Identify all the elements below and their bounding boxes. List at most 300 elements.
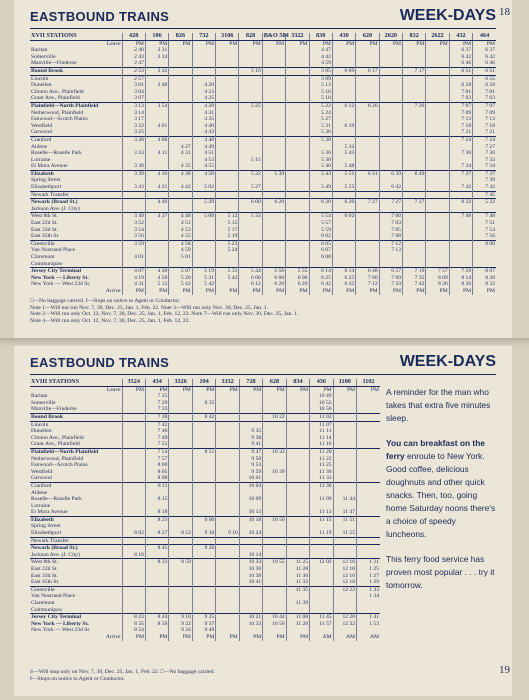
- time-cell: [357, 545, 380, 552]
- time-cell: 7 18: [473, 123, 496, 130]
- table-row: [30, 213, 496, 220]
- time-cell: [169, 496, 192, 503]
- time-cell: [426, 95, 449, 102]
- time-cell: 7 27: [403, 199, 426, 206]
- time-cell: 5 19: [216, 233, 239, 240]
- time-cell: [286, 552, 309, 559]
- time-cell: [239, 247, 262, 254]
- time-cell: PM: [192, 386, 215, 393]
- time-cell: [333, 400, 356, 407]
- time-cell: 5 55: [286, 268, 309, 275]
- time-cell: [239, 400, 262, 407]
- time-cell: [262, 233, 285, 240]
- time-cell: 1 27: [357, 573, 380, 580]
- time-cell: [286, 545, 309, 552]
- time-cell: [403, 206, 426, 213]
- time-cell: [192, 261, 215, 268]
- time-cell: [356, 47, 379, 54]
- time-cell: 5 02: [192, 184, 215, 191]
- time-cell: [379, 206, 402, 213]
- station-name: Jersey City Terminal: [30, 614, 122, 621]
- time-cell: [286, 393, 309, 400]
- time-cell: 2 43: [122, 54, 145, 61]
- time-cell: [286, 627, 309, 634]
- time-cell: [333, 552, 356, 559]
- station-name: Westfield: [31, 122, 53, 129]
- time-cell: [262, 110, 285, 117]
- table-row: [30, 469, 380, 476]
- time-cell: 3 13: [122, 102, 145, 109]
- time-cell: [379, 191, 402, 199]
- time-cell: [356, 129, 379, 136]
- promo-paragraph: This ferry food service has proven most popular . . . try it tomorrow.: [386, 554, 495, 590]
- time-cell: [356, 95, 379, 102]
- time-cell: [286, 82, 309, 89]
- time-cell: 5 36: [309, 129, 332, 136]
- time-cell: [379, 144, 402, 151]
- time-cell: [333, 627, 356, 634]
- time-cell: [216, 75, 239, 82]
- time-cell: 6 49: [403, 170, 426, 177]
- time-cell: [286, 89, 309, 96]
- time-cell: [403, 89, 426, 96]
- time-cell: [122, 566, 145, 573]
- time-cell: [239, 177, 262, 184]
- time-cell: [286, 496, 309, 503]
- time-cell: 6 25: [309, 275, 332, 282]
- time-cell: [333, 475, 356, 482]
- time-cell: [216, 60, 239, 67]
- time-cell: [332, 240, 355, 247]
- time-cell: [145, 60, 168, 67]
- time-cell: 4 42: [309, 54, 332, 61]
- time-cell: [310, 545, 333, 552]
- time-cell: [426, 150, 449, 157]
- time-cell: [449, 157, 472, 164]
- station-name: Newark Transfer: [30, 537, 122, 545]
- time-cell: [263, 503, 286, 510]
- time-cell: [145, 220, 168, 227]
- table-row: [30, 600, 380, 607]
- table-row: [30, 579, 380, 586]
- time-cell: 7 27: [379, 199, 402, 206]
- time-cell: 11 44: [333, 496, 356, 503]
- table-row: [30, 448, 380, 455]
- table-row: [30, 60, 496, 67]
- time-cell: PM: [357, 386, 380, 393]
- time-cell: 6 08: [286, 275, 309, 282]
- station-name: Communipaw: [31, 260, 63, 267]
- time-cell: [449, 247, 472, 254]
- table-row: [30, 177, 496, 184]
- time-cell: 8 44: [145, 614, 168, 621]
- table-row: [30, 530, 380, 537]
- time-cell: 5 12: [145, 281, 168, 288]
- time-cell: [263, 537, 286, 545]
- time-cell: [449, 191, 472, 199]
- time-cell: [356, 177, 379, 184]
- time-cell: [403, 150, 426, 157]
- time-cell: [122, 441, 145, 448]
- time-cell: [216, 129, 239, 136]
- time-cell: [239, 545, 262, 552]
- time-cell: [192, 177, 215, 184]
- time-cell: 5 43: [309, 170, 332, 177]
- time-cell: [310, 579, 333, 586]
- time-cell: [426, 110, 449, 117]
- time-cell: [403, 227, 426, 234]
- time-cell: [403, 247, 426, 254]
- time-cell: [216, 586, 239, 593]
- time-cell: [286, 102, 309, 109]
- week-days-title: WEEK-DAYS: [399, 7, 496, 24]
- time-cell: [239, 627, 262, 634]
- station-name: Aldene: [31, 489, 48, 496]
- time-cell: [286, 421, 309, 428]
- time-cell: [239, 393, 262, 400]
- time-cell: [262, 150, 285, 157]
- time-cell: [192, 435, 215, 442]
- time-cell: [145, 490, 168, 497]
- time-cell: 5 18: [309, 95, 332, 102]
- time-cell: [449, 254, 472, 261]
- time-cell: [122, 579, 145, 586]
- time-cell: [262, 82, 285, 89]
- time-cell: [426, 89, 449, 96]
- table-row: [30, 150, 496, 157]
- table-row: [30, 516, 380, 523]
- time-cell: [192, 254, 215, 261]
- time-cell: [216, 136, 239, 143]
- time-cell: 5 15: [216, 220, 239, 227]
- station-name: Bound Brook: [30, 413, 122, 421]
- time-cell: 11 07: [310, 421, 333, 428]
- time-cell: PM: [145, 40, 168, 47]
- time-cell: [357, 400, 380, 407]
- table-row: [30, 288, 496, 295]
- time-cell: [216, 157, 239, 164]
- time-cell: PM: [192, 40, 215, 47]
- time-cell: [263, 573, 286, 580]
- time-cell: [192, 573, 215, 580]
- time-cell: 3 52: [122, 220, 145, 227]
- time-cell: [356, 184, 379, 191]
- table-row: [30, 406, 380, 413]
- time-cell: [333, 462, 356, 469]
- time-cell: 1 25: [357, 566, 380, 573]
- time-cell: [309, 144, 332, 151]
- time-cell: [169, 421, 192, 428]
- time-cell: [192, 600, 215, 607]
- time-cell: [216, 177, 239, 184]
- train-number: 432: [449, 33, 472, 40]
- time-cell: 5 48: [332, 163, 355, 170]
- time-cell: [169, 435, 192, 442]
- time-cell: [263, 566, 286, 573]
- time-cell: 6 42: [332, 281, 355, 288]
- station-name: Roselle—Roselle Park: [31, 150, 82, 157]
- time-cell: [333, 503, 356, 510]
- time-cell: [169, 469, 192, 476]
- time-cell: [263, 627, 286, 634]
- time-cell: 8 45: [145, 545, 168, 552]
- time-cell: [262, 136, 285, 143]
- time-cell: PM: [239, 40, 262, 47]
- time-cell: [403, 95, 426, 102]
- time-cell: [192, 247, 215, 254]
- time-cell: [192, 462, 215, 469]
- time-cell: [192, 428, 215, 435]
- train-number: 3524: [122, 379, 145, 386]
- time-cell: [122, 559, 145, 566]
- time-cell: 6 37: [473, 47, 496, 54]
- station-name: Plainfield—North Plainfield: [30, 448, 122, 455]
- train-number: 834: [286, 379, 309, 386]
- time-cell: 5 49: [309, 184, 332, 191]
- time-cell: 5 31: [309, 123, 332, 130]
- time-cell: 6 51: [449, 67, 472, 75]
- time-cell: PM: [263, 634, 286, 641]
- time-cell: [262, 129, 285, 136]
- time-cell: PM: [239, 288, 262, 295]
- time-cell: [473, 206, 496, 213]
- time-cell: [379, 116, 402, 123]
- time-cell: [216, 503, 239, 510]
- time-cell: [426, 206, 449, 213]
- time-cell: [145, 627, 168, 634]
- time-cell: PM: [286, 40, 309, 47]
- station-name: Lorraine: [31, 156, 51, 163]
- time-cell: [357, 503, 380, 510]
- time-cell: [426, 60, 449, 67]
- time-cell: [379, 82, 402, 89]
- time-cell: 3 22: [122, 123, 145, 130]
- time-cell: [403, 233, 426, 240]
- table-row: [30, 184, 496, 191]
- train-number: 1100: [333, 379, 356, 386]
- time-cell: [239, 206, 262, 213]
- table-row: [30, 47, 496, 54]
- time-cell: 8 56: [145, 621, 168, 628]
- time-cell: 1 53: [357, 621, 380, 628]
- time-cell: [379, 54, 402, 61]
- time-cell: [192, 509, 215, 516]
- table-row: [30, 123, 496, 130]
- time-cell: [169, 75, 192, 82]
- time-cell: [145, 144, 168, 151]
- time-cell: [379, 163, 402, 170]
- time-cell: 11 28: [286, 566, 309, 573]
- time-cell: 5 38: [309, 157, 332, 164]
- table-row: [30, 475, 380, 482]
- time-cell: PM: [216, 386, 239, 393]
- time-cell: [216, 523, 239, 530]
- time-cell: [426, 261, 449, 268]
- station-name: New York — Liberty St.: [31, 620, 89, 627]
- time-cell: [333, 428, 356, 435]
- time-cell: [332, 47, 355, 54]
- time-cell: 7 32: [473, 157, 496, 164]
- time-cell: 3 36: [122, 163, 145, 170]
- time-cell: 5 16: [239, 67, 262, 75]
- time-cell: PM: [449, 40, 472, 47]
- time-cell: [192, 490, 215, 497]
- time-cell: 5 22: [239, 170, 262, 177]
- train-number: 830: [309, 33, 332, 40]
- time-cell: PM: [426, 288, 449, 295]
- station-name: New York — Liberty St.: [31, 274, 89, 281]
- time-cell: [216, 579, 239, 586]
- time-cell: [169, 413, 192, 421]
- time-cell: [310, 523, 333, 530]
- time-cell: 10 49: [310, 393, 333, 400]
- time-cell: [145, 163, 168, 170]
- time-cell: [192, 586, 215, 593]
- time-cell: 5 23: [216, 240, 239, 247]
- footnotes: [30, 298, 298, 324]
- time-cell: 1 41: [357, 614, 380, 621]
- station-name: Communipaw: [31, 606, 63, 613]
- time-cell: 6 02: [309, 233, 332, 240]
- time-cell: 9 37: [192, 621, 215, 628]
- time-cell: 3 49: [122, 213, 145, 220]
- time-cell: 7 37: [473, 170, 496, 177]
- time-cell: 10 33: [239, 621, 262, 628]
- time-cell: 10 56: [263, 621, 286, 628]
- table-row: [30, 275, 496, 282]
- time-cell: 7 07: [473, 102, 496, 109]
- time-cell: [286, 516, 309, 523]
- time-cell: [357, 537, 380, 545]
- time-cell: [333, 406, 356, 413]
- time-cell: [286, 503, 309, 510]
- time-cell: PM: [122, 40, 145, 47]
- table-row: [30, 233, 496, 240]
- time-cell: [332, 54, 355, 61]
- time-cell: 7 08: [379, 233, 402, 240]
- time-cell: 7 57: [426, 268, 449, 275]
- time-cell: [333, 469, 356, 476]
- time-cell: [309, 261, 332, 268]
- station-name: Plainfield—North Plainfield: [30, 102, 122, 109]
- time-cell: 7 34: [449, 163, 472, 170]
- time-cell: 7 30: [473, 150, 496, 157]
- time-cell: [262, 67, 285, 75]
- time-cell: 8 22: [449, 199, 472, 206]
- time-cell: [145, 593, 168, 600]
- station-name: Claremont: [31, 254, 55, 260]
- time-cell: 6 20: [262, 281, 285, 288]
- time-cell: 5 40: [309, 163, 332, 170]
- time-cell: 5 05: [309, 67, 332, 75]
- time-cell: PM: [403, 40, 426, 47]
- time-cell: 7 05: [379, 227, 402, 234]
- time-cell: [145, 157, 168, 164]
- time-cell: [426, 47, 449, 54]
- time-cell: 6 42: [379, 184, 402, 191]
- station-name: Dunellen: [31, 82, 52, 89]
- time-cell: [239, 593, 262, 600]
- time-cell: [286, 47, 309, 54]
- time-cell: [192, 60, 215, 67]
- station-name: East 22d St.: [31, 220, 58, 227]
- train-number: 832: [403, 33, 426, 40]
- table-row: [30, 523, 380, 530]
- time-cell: [169, 428, 192, 435]
- time-cell: [145, 537, 168, 545]
- station-name: New York — West 23d St.: [31, 281, 91, 288]
- time-cell: 6 42: [473, 54, 496, 61]
- time-cell: 7 23: [379, 281, 402, 288]
- time-cell: PM: [263, 386, 286, 393]
- time-cell: 7 03: [379, 220, 402, 227]
- time-cell: 10 56: [310, 406, 333, 413]
- time-cell: [216, 496, 239, 503]
- time-cell: [216, 82, 239, 89]
- table-row: [30, 621, 380, 628]
- time-cell: [403, 220, 426, 227]
- time-cell: 7 00: [379, 213, 402, 220]
- time-cell: [403, 47, 426, 54]
- time-cell: [216, 150, 239, 157]
- time-cell: [192, 233, 215, 240]
- time-cell: 8 18: [145, 509, 168, 516]
- time-cell: 10 50: [263, 516, 286, 523]
- time-cell: 12 16: [333, 559, 356, 566]
- time-cell: [426, 67, 449, 75]
- time-cell: 5 08: [192, 213, 215, 220]
- section-title: EASTBOUND TRAINS: [30, 355, 170, 370]
- time-cell: [332, 89, 355, 96]
- station-name: Cranford: [30, 482, 122, 489]
- time-cell: [263, 421, 286, 428]
- time-cell: [169, 95, 192, 102]
- time-cell: [356, 227, 379, 234]
- station-name: Elizabethport: [31, 184, 62, 191]
- time-cell: [192, 579, 215, 586]
- time-cell: 4 48: [192, 136, 215, 143]
- train-number: 194: [192, 379, 215, 386]
- time-cell: [145, 75, 168, 82]
- time-cell: [449, 233, 472, 240]
- time-cell: 2 47: [122, 60, 145, 67]
- station-name: Garwood: [31, 129, 52, 136]
- table-row: [30, 490, 380, 497]
- time-cell: PM: [262, 40, 285, 47]
- table-row: [30, 435, 380, 442]
- time-cell: [286, 509, 309, 516]
- time-cell: [332, 116, 355, 123]
- time-cell: [192, 482, 215, 489]
- time-cell: [426, 82, 449, 89]
- time-cell: 10 39: [263, 469, 286, 476]
- time-cell: [216, 607, 239, 614]
- time-cell: [263, 406, 286, 413]
- table-row: [30, 170, 496, 177]
- train-number-row: [30, 379, 380, 386]
- time-cell: [357, 421, 380, 428]
- time-cell: 3 33: [122, 150, 145, 157]
- time-cell: [239, 261, 262, 268]
- time-cell: [263, 545, 286, 552]
- time-cell: [216, 421, 239, 428]
- time-cell: [216, 621, 239, 628]
- time-cell: 4 49: [192, 144, 215, 151]
- time-cell: PM: [426, 40, 449, 47]
- time-cell: PM: [286, 634, 309, 641]
- time-cell: [145, 586, 168, 593]
- time-cell: [192, 523, 215, 530]
